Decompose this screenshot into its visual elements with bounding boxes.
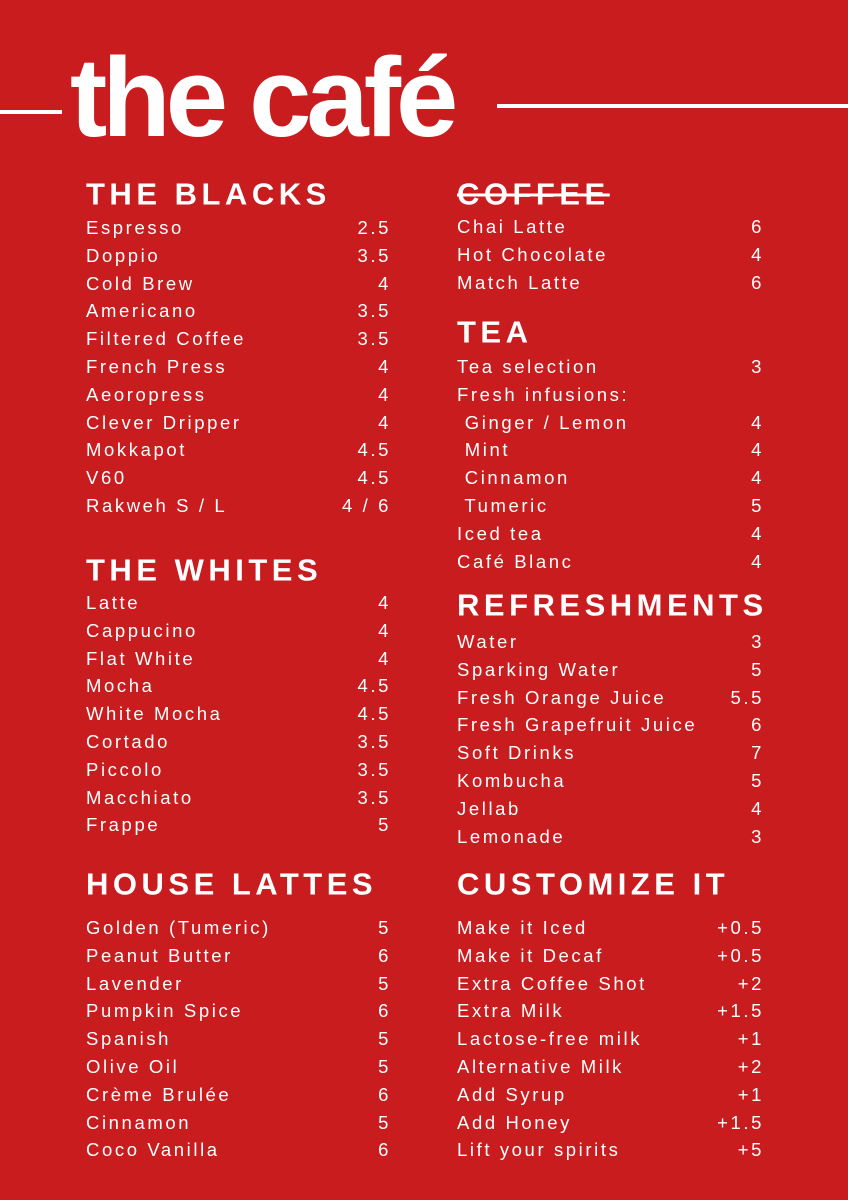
item-price: 4 xyxy=(378,383,391,405)
item-name: Fresh infusions: xyxy=(457,383,630,405)
item-name: Add Syrup xyxy=(457,1083,567,1105)
item-price: 3.5 xyxy=(357,758,391,780)
menu-item xyxy=(457,739,764,767)
menu-item xyxy=(86,409,391,437)
menu-item xyxy=(457,684,764,712)
menu-item xyxy=(457,548,764,576)
menu-item xyxy=(86,970,391,998)
section-heading-blacks: THE BLACKS xyxy=(86,176,331,212)
item-price: 5 xyxy=(751,494,764,516)
menu-item xyxy=(86,997,391,1025)
menu-item xyxy=(86,1109,391,1137)
item-name: Lemonade xyxy=(457,825,566,847)
item-name: Fresh Grapefruit Juice xyxy=(457,714,698,736)
menu-item xyxy=(457,269,764,297)
item-name: Extra Milk xyxy=(457,1000,565,1022)
item-price: 4 xyxy=(751,797,764,819)
section-list-customize xyxy=(457,914,764,1164)
item-name: Make it Decaf xyxy=(457,944,604,966)
item-name: Macchiato xyxy=(86,786,194,808)
title-rule-right xyxy=(497,104,848,108)
menu-item xyxy=(86,645,391,673)
item-name: Flat White xyxy=(86,647,196,669)
item-price: 5 xyxy=(378,1111,391,1133)
menu-item xyxy=(457,1136,764,1164)
menu-item xyxy=(86,353,391,381)
menu-item xyxy=(86,1136,391,1164)
menu-item xyxy=(457,241,764,269)
item-name: Extra Coffee Shot xyxy=(457,972,647,994)
item-price: 4 xyxy=(378,647,391,669)
menu-item xyxy=(457,656,764,684)
item-name: White Mocha xyxy=(86,703,223,725)
menu-item xyxy=(457,353,764,381)
menu-item xyxy=(86,297,391,325)
menu-item xyxy=(86,1053,391,1081)
menu-item xyxy=(457,213,764,241)
item-price: 6 xyxy=(751,271,764,293)
menu-item xyxy=(457,942,764,970)
menu-item xyxy=(457,767,764,795)
item-name: Americano xyxy=(86,300,198,322)
item-price: 4 xyxy=(378,411,391,433)
item-name: Mokkapot xyxy=(86,439,188,461)
menu-item xyxy=(457,914,764,942)
item-price: 3.5 xyxy=(357,730,391,752)
item-name: Olive Oil xyxy=(86,1055,180,1077)
item-name: Make it Iced xyxy=(457,917,588,938)
menu-item xyxy=(86,1025,391,1053)
section-heading-customize: CUSTOMIZE IT xyxy=(457,866,730,902)
item-price: +1.5 xyxy=(717,1000,764,1022)
menu-item xyxy=(457,492,764,520)
page-title: the café xyxy=(70,35,454,160)
item-name: Iced tea xyxy=(457,522,544,544)
item-name: Clever Dripper xyxy=(86,411,242,433)
title-rule-left xyxy=(0,110,62,114)
item-price: 5 xyxy=(378,917,391,938)
item-name: Cappucino xyxy=(86,619,198,641)
item-name: Jellab xyxy=(457,797,521,819)
menu-item xyxy=(86,784,391,812)
item-price: +0.5 xyxy=(717,917,764,938)
item-name: Pumpkin Spice xyxy=(86,1000,244,1022)
item-price: 4 xyxy=(751,439,764,461)
item-price: 4 xyxy=(378,272,391,294)
item-price: 5.5 xyxy=(730,686,764,708)
item-name: Lavender xyxy=(86,972,184,994)
menu-item xyxy=(86,811,391,839)
item-name: Lift your spirits xyxy=(457,1139,621,1161)
item-price: +1 xyxy=(737,1083,764,1105)
item-price: +2 xyxy=(737,972,764,994)
item-price: 3 xyxy=(751,825,764,847)
menu-item xyxy=(86,728,391,756)
item-price: 3.5 xyxy=(357,786,391,808)
item-name: Doppio xyxy=(86,244,161,266)
item-name: Alternative Milk xyxy=(457,1055,625,1077)
item-price: 4.5 xyxy=(357,439,391,461)
item-name: Water xyxy=(457,631,519,652)
item-price: 3 xyxy=(751,356,764,377)
menu-item xyxy=(457,628,764,656)
item-price: 3.5 xyxy=(357,244,391,266)
menu-item xyxy=(86,756,391,784)
item-price: 6 xyxy=(378,1139,391,1161)
item-price: 4 / 6 xyxy=(342,494,391,516)
item-price: 4.5 xyxy=(357,675,391,697)
item-name: Mint xyxy=(457,439,511,461)
menu-item xyxy=(457,997,764,1025)
item-price: 5 xyxy=(751,769,764,791)
menu-item xyxy=(86,436,391,464)
item-name: Rakweh S / L xyxy=(86,494,228,516)
item-name: Cold Brew xyxy=(86,272,195,294)
item-name: Cinnamon xyxy=(457,467,570,489)
item-price: +2 xyxy=(737,1055,764,1077)
item-price: 3.5 xyxy=(357,328,391,350)
item-price: 5 xyxy=(751,658,764,680)
item-name: Crème Brulée xyxy=(86,1083,232,1105)
item-name: Café Blanc xyxy=(457,550,574,572)
item-name: Espresso xyxy=(86,217,184,238)
menu-item xyxy=(457,464,764,492)
item-price: +0.5 xyxy=(717,944,764,966)
item-name: Chai Latte xyxy=(457,216,568,237)
item-price: 4 xyxy=(751,550,764,572)
item-name: V60 xyxy=(86,467,127,489)
section-heading-coffee: COFFEE xyxy=(457,176,610,212)
menu-item xyxy=(457,436,764,464)
item-name: Peanut Butter xyxy=(86,944,233,966)
item-price: 6 xyxy=(378,1000,391,1022)
item-price: +5 xyxy=(737,1139,764,1161)
item-price: 4.5 xyxy=(357,467,391,489)
menu-item xyxy=(457,1025,764,1053)
menu-item xyxy=(86,672,391,700)
menu-item xyxy=(86,325,391,353)
menu-item xyxy=(86,464,391,492)
item-name: Ginger / Lemon xyxy=(457,411,629,433)
item-name: Golden (Tumeric) xyxy=(86,917,271,938)
item-name: Mocha xyxy=(86,675,155,697)
item-price: 4 xyxy=(378,355,391,377)
section-list-whites xyxy=(86,589,391,839)
menu-item xyxy=(86,381,391,409)
section-list-refreshments xyxy=(457,628,764,850)
item-name: Sparking Water xyxy=(457,658,621,680)
menu-item xyxy=(457,823,764,851)
item-name: Match Latte xyxy=(457,271,583,293)
item-name: Cortado xyxy=(86,730,171,752)
item-price: 4 xyxy=(751,411,764,433)
item-name: French Press xyxy=(86,355,228,377)
section-list-tea xyxy=(457,353,764,575)
section-heading-refreshments: REFRESHMENTS xyxy=(457,587,768,623)
item-name: Add Honey xyxy=(457,1111,572,1133)
item-price: 5 xyxy=(378,972,391,994)
item-price: 4 xyxy=(751,243,764,265)
menu-item xyxy=(86,1081,391,1109)
menu-item xyxy=(457,795,764,823)
item-name: Filtered Coffee xyxy=(86,328,246,350)
item-name: Soft Drinks xyxy=(457,742,577,764)
item-name: Cinnamon xyxy=(86,1111,192,1133)
section-list-blacks xyxy=(86,214,391,520)
menu-item xyxy=(86,242,391,270)
item-price: +1 xyxy=(737,1028,764,1050)
menu-item xyxy=(457,1081,764,1109)
menu-item xyxy=(86,214,391,242)
item-price: 6 xyxy=(751,216,764,237)
menu-item xyxy=(457,381,764,409)
section-heading-lattes: HOUSE LATTES xyxy=(86,866,378,902)
item-price: 6 xyxy=(751,714,764,736)
item-name: Tumeric xyxy=(457,494,549,516)
item-price: 5 xyxy=(378,1055,391,1077)
menu-item xyxy=(86,617,391,645)
item-price: 6 xyxy=(378,1083,391,1105)
item-price: +1.5 xyxy=(717,1111,764,1133)
item-name: Coco Vanilla xyxy=(86,1139,220,1161)
menu-item xyxy=(457,409,764,437)
menu-item xyxy=(86,492,391,520)
item-price: 4.5 xyxy=(357,703,391,725)
menu-item xyxy=(457,1053,764,1081)
menu-item xyxy=(86,914,391,942)
item-price: 6 xyxy=(378,944,391,966)
item-name: Fresh Orange Juice xyxy=(457,686,667,708)
menu-item xyxy=(457,970,764,998)
section-list-coffee xyxy=(457,213,764,296)
section-heading-tea: TEA xyxy=(457,314,533,350)
item-price: 5 xyxy=(378,1028,391,1050)
item-name: Latte xyxy=(86,592,141,613)
item-name: Tea selection xyxy=(457,356,599,377)
item-name: Piccolo xyxy=(86,758,164,780)
item-name: Spanish xyxy=(86,1028,172,1050)
item-price: 3.5 xyxy=(357,300,391,322)
item-price: 4 xyxy=(378,619,391,641)
section-heading-whites: THE WHITES xyxy=(86,552,323,588)
item-price: 4 xyxy=(751,467,764,489)
item-name: Aeoropress xyxy=(86,383,207,405)
menu-item xyxy=(86,270,391,298)
menu-item xyxy=(86,942,391,970)
item-price: 2.5 xyxy=(357,217,391,238)
item-price: 5 xyxy=(378,814,391,836)
menu-item xyxy=(457,1109,764,1137)
item-name: Hot Chocolate xyxy=(457,243,609,265)
item-price: 4 xyxy=(378,592,391,613)
section-list-lattes xyxy=(86,914,391,1164)
item-price: 4 xyxy=(751,522,764,544)
item-name: Kombucha xyxy=(457,769,567,791)
menu-item xyxy=(457,711,764,739)
item-name: Frappe xyxy=(86,814,161,836)
item-price: 3 xyxy=(751,631,764,652)
menu-item xyxy=(86,700,391,728)
menu-item xyxy=(86,589,391,617)
menu-item xyxy=(457,520,764,548)
item-price: 7 xyxy=(751,742,764,764)
item-name: Lactose-free milk xyxy=(457,1028,643,1050)
